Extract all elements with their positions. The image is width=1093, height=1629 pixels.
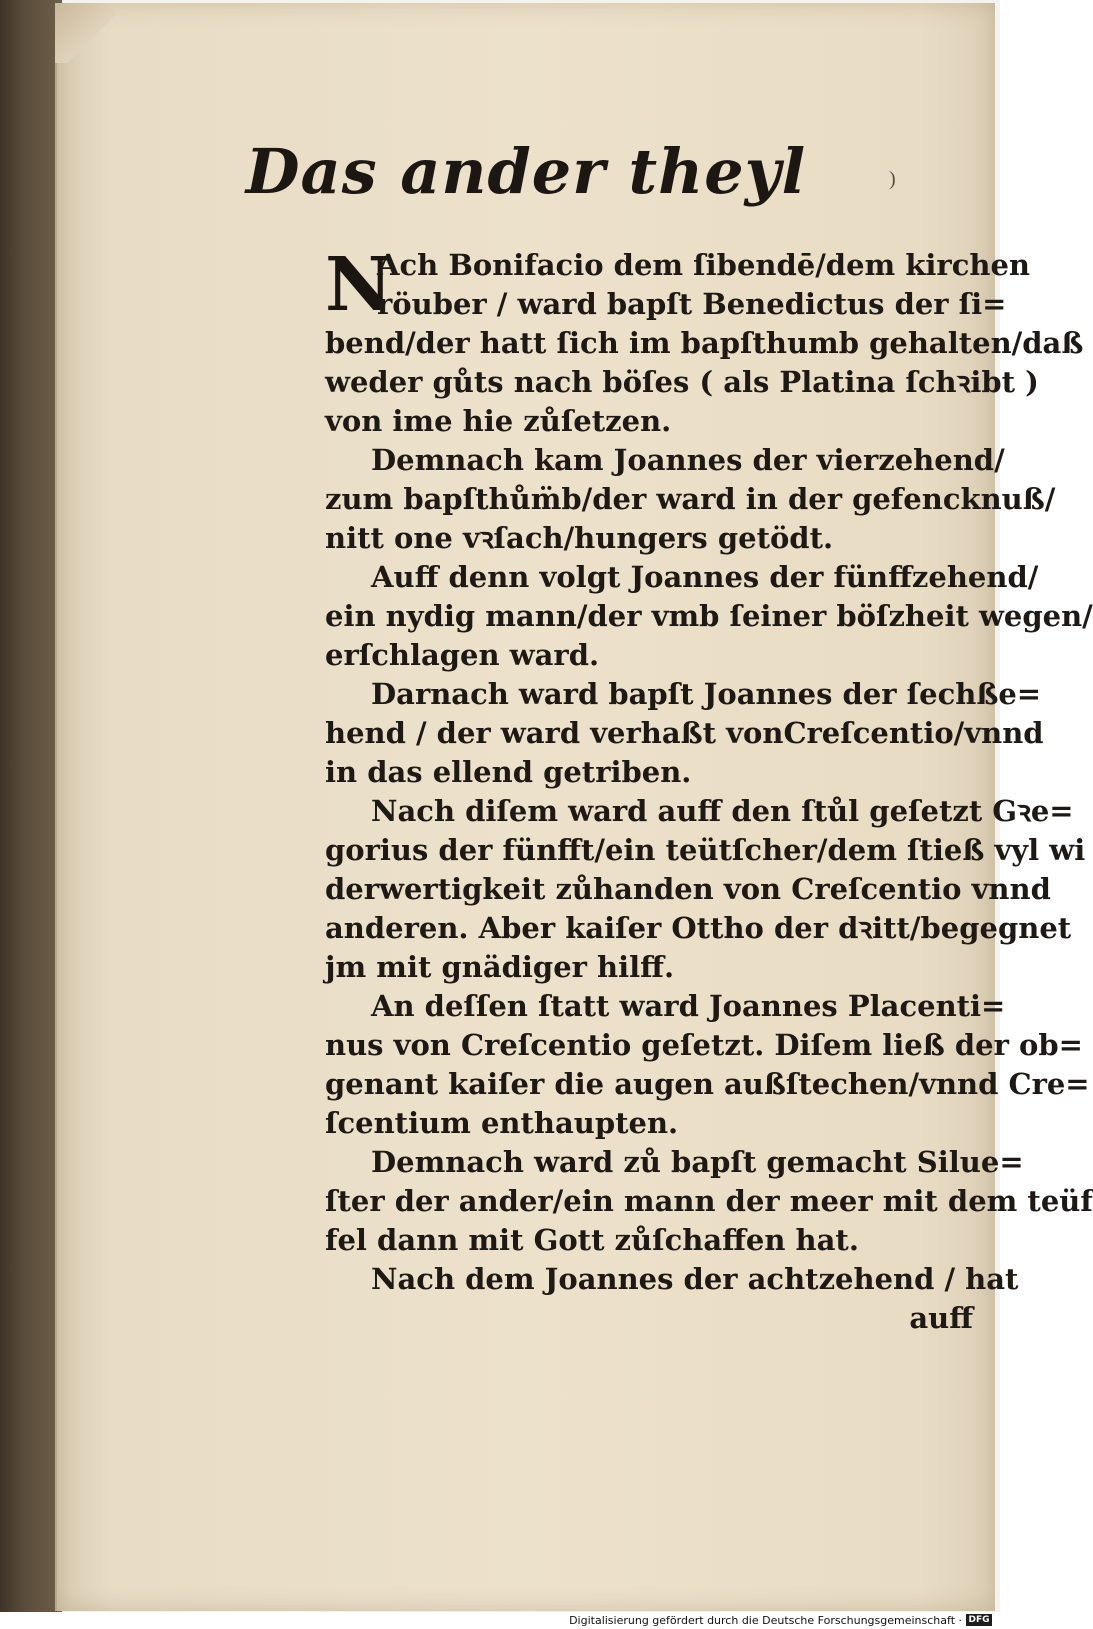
opening-paragraph [325, 242, 1030, 328]
text-line: von ime hie zůſetzen. [325, 404, 672, 438]
body-text [325, 242, 1093, 1338]
text-line: röuber / ward bapſt Benedictus der ſi= [377, 287, 1007, 321]
text-line: Nach diſem ward auff den ſtůl geſetzt Gꝛe= [371, 794, 1074, 828]
funding-notice: Digitalisierung gefördert durch die Deutsche Forschungsgemeinschaft · [569, 1614, 962, 1627]
text-line: Demnach ward zů bapſt gemacht Silue= [371, 1145, 1024, 1179]
text-line: genant kaiſer die augen außſtechen/vnnd Cre= [325, 1067, 1090, 1101]
text-line: ſter der ander/ein mann der meer mit dem teüf [325, 1184, 1093, 1218]
margin-mark: ) [889, 168, 896, 190]
book-page [55, 3, 1093, 1611]
text-line: gorius der fünfft/ein teütſcher/dem ſtieß vyl wi [325, 833, 1086, 867]
text-line: Darnach ward bapſt Joannes der ſechße= [371, 677, 1042, 711]
text-line: hend / der ward verhaßt vonCreſcentio/vnnd [325, 716, 1044, 750]
catchword: auff [909, 1301, 973, 1335]
page-corner-fold [55, 3, 115, 63]
text-line: nitt one vꝛſach/hungers getödt. [325, 521, 834, 555]
text-line: fel dann mit Gott zůſchaffen hat. [325, 1223, 859, 1257]
text-line: Ach Bonifacio dem ſibendē/dem kirchen [377, 248, 1030, 282]
initial-letter: N [325, 242, 393, 328]
text-line: jm mit gnädiger hilff. [325, 950, 675, 984]
text-line: derwertigkeit zůhanden von Creſcentio vnnd [325, 872, 1051, 906]
dfg-logo: DFG [966, 1614, 992, 1626]
text-line: weder gůts nach böſes ( als Platina ſchꝛibt ) [325, 365, 1039, 399]
text-line: erſchlagen ward. [325, 638, 600, 672]
text-line: zum bapſthům̈b/der ward in der gefencknuß/ [325, 482, 1056, 516]
text-line: ein nydig mann/der vmb ſeiner böſzheit wegen/ [325, 599, 1093, 633]
text-line: anderen. Aber kaiſer Ottho der dꝛitt/begegnet [325, 911, 1072, 945]
text-line: Nach dem Joannes der achtzehend / hat [371, 1262, 1019, 1296]
text-line: in das ellend getriben. [325, 755, 692, 789]
text-line: nus von Creſcentio geſetzt. Diſem ließ der ob= [325, 1028, 1083, 1062]
text-line: ſcentium enthaupten. [325, 1106, 679, 1140]
text-line: Demnach kam Joannes der vierzehend/ [371, 443, 1005, 477]
text-line: bend/der hatt ſich im bapſthumb gehalten/daß [325, 326, 1084, 360]
page-header: Das ander theyl [245, 135, 807, 208]
text-line: Auff denn volgt Joannes der fünffzehend/ [371, 560, 1039, 594]
text-line: An deſſen ſtatt ward Joannes Placenti= [371, 989, 1006, 1023]
book-spine [0, 0, 62, 1612]
footer-bar [0, 1612, 1000, 1629]
